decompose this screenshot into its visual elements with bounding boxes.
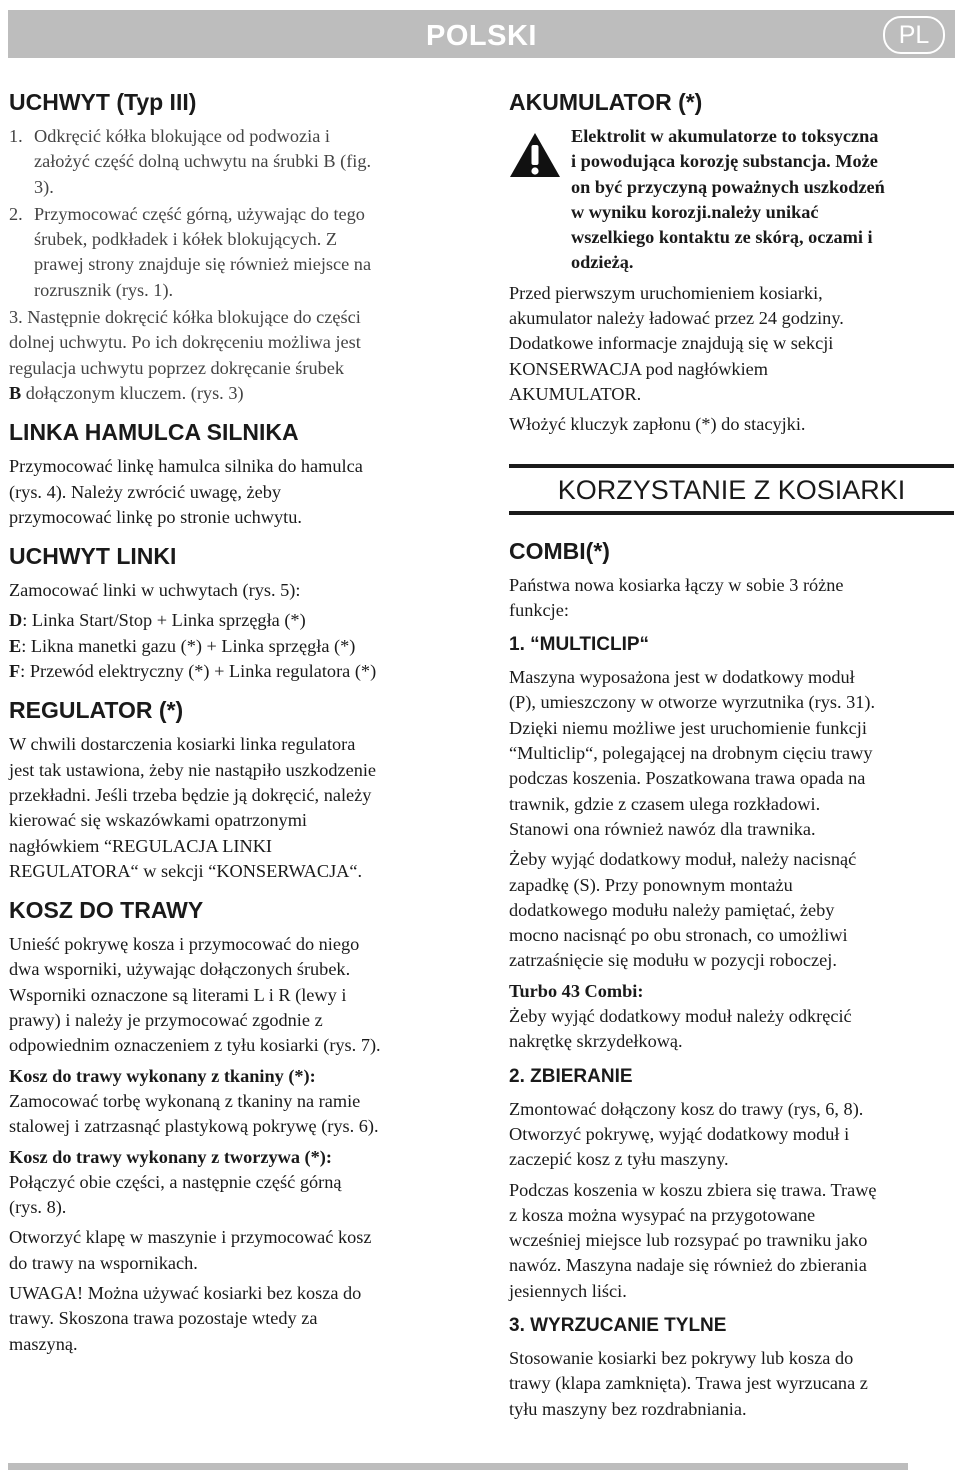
left-column xyxy=(9,86,457,1357)
text-line: (rys. 8). xyxy=(9,1197,67,1218)
heading-wyrzucanie: 3. WYRZUCANIE TYLNE xyxy=(509,1314,727,1336)
cable-key: E xyxy=(9,635,22,656)
text-line: wszelkiego kontaktu ze skórą, oczami i xyxy=(571,227,873,248)
text-line: on być przyczyną poważnych uszkodzeń xyxy=(571,176,885,197)
heading-multiclip: 1. “MULTICLIP“ xyxy=(509,634,650,656)
text-line: trawy (klapa zamknięta). Trawa jest wyrzucana z xyxy=(509,1373,868,1394)
paragraph-wyrzucanie xyxy=(509,1346,954,1422)
text-line: mocno nacisnąć po obu stronach, co umożliwi xyxy=(509,925,848,946)
paragraph-regulator xyxy=(9,732,457,884)
cable-text: : Przewód elektryczny (*) + Linka regulatora (*) xyxy=(20,661,377,682)
text-line: wcześniej miejsce lub rozsypać po trawniku jako xyxy=(509,1230,868,1251)
heading-akumulator: AKUMULATOR (*) xyxy=(509,89,703,115)
text-line: trawnik, gdzie z czasem ulega rozkładowi. xyxy=(509,793,821,814)
text-line: dwa wsporniki, używając dołączonych śrubek. xyxy=(9,959,351,980)
right-column xyxy=(509,86,954,1422)
text-line: Unieść pokrywę kosza i przymocować do niego xyxy=(9,934,360,955)
text-line: jesiennych liści. xyxy=(509,1280,627,1301)
paragraph-combi xyxy=(509,573,954,624)
paragraph-kosz-uwaga xyxy=(9,1281,457,1357)
text-line: kierować się wskazówkami opatrzonymi xyxy=(9,810,307,831)
text-line: Zmontować dołączony kosz do trawy (rys, 6, 8). xyxy=(509,1098,864,1119)
text-line: Wsporniki oznaczone są literami L i R (lewy i xyxy=(9,984,347,1005)
text-line: REGULATORA“ w sekcji “KONSERWACJA“. xyxy=(9,860,363,881)
cable-row xyxy=(9,608,457,633)
item-number: 3. xyxy=(9,307,23,328)
paragraph-zbieranie-2 xyxy=(509,1178,954,1304)
text-line: UWAGA! Można używać kosiarki bez kosza do xyxy=(9,1282,362,1303)
warning-icon xyxy=(509,124,571,276)
subheading: Kosz do trawy wykonany z tkaniny (*): xyxy=(9,1065,316,1086)
text-line: przymocować linkę po stronie uchwytu. xyxy=(9,506,302,527)
text-line: Odkręcić kółka blokujące od podwozia i xyxy=(34,126,330,146)
text-line: Zamocować linki w uchwytach (rys. 5): xyxy=(9,580,301,601)
text-line: nakrętkę skrzydełkową. xyxy=(509,1031,683,1052)
text-line: założyć część dolną uchwytu na śrubki B (fig. xyxy=(34,151,372,172)
text-line: prawy) i należy je przymocować zgodnie z xyxy=(9,1010,323,1031)
paragraph-kosz-klapa xyxy=(9,1225,457,1276)
text-line: 3). xyxy=(34,176,54,197)
text-line: prawej strony znajduje się również miejsce na xyxy=(34,254,372,275)
text-line: Stanowi ona również nawóz dla trawnika. xyxy=(509,818,816,839)
text-line: zapadkę (S). Przy ponownym montażu xyxy=(509,874,793,895)
text-line: trawy. Skoszona trawa pozostaje wtedy za xyxy=(9,1308,318,1329)
paragraph-linka xyxy=(9,454,457,530)
text-line: Zamocować torbę wykonaną z tkaniny na ramie xyxy=(9,1090,361,1111)
text-line: AKUMULATOR. xyxy=(509,383,642,404)
text-line: odpowiednim oznaczeniem z tyłu kosiarki (rys. 7). xyxy=(9,1035,381,1056)
paragraph-kluczyk: Włożyć kluczyk zapłonu (*) do stacyjki. xyxy=(509,414,806,435)
text-line: zatrzaśnięcie się modułu w pozycji roboczej. xyxy=(509,950,837,971)
text-line: stalowej i zatrzasnąć plastykową pokrywę (rys. 6). xyxy=(9,1116,379,1137)
paragraph-kosz xyxy=(9,932,457,1058)
text-line: Podczas koszenia w koszu zbiera się trawa. Trawę xyxy=(509,1179,877,1200)
text-line: akumulator należy ładować przez 24 godziny. xyxy=(509,308,844,329)
text-line: dodatkowego modułu należy pamiętać, żeby xyxy=(509,899,835,920)
list-item xyxy=(9,124,457,200)
warning-box xyxy=(509,124,954,276)
text-line: jest tak ustawiona, żeby nie nastąpiło uszkodzenie xyxy=(9,759,377,780)
heading-kosz: KOSZ DO TRAWY xyxy=(9,897,204,924)
text-line: Przymocować część górną, używając do tego xyxy=(34,203,365,224)
text-line: Państwa nowa kosiarka łączy w sobie 3 różne xyxy=(509,574,844,595)
header-bar xyxy=(8,10,955,58)
text-line: maszyną. xyxy=(9,1333,78,1354)
footer-bar xyxy=(8,1463,908,1470)
heading-linka: LINKA HAMULCA SILNIKA xyxy=(9,419,299,446)
text-line: i powodująca korozję substancja. Może xyxy=(571,151,878,172)
cable-text: : Likna manetki gazu (*) + Linka sprzęgła (*) xyxy=(21,635,356,656)
cable-text: : Linka Start/Stop + Linka sprzęgła (*) xyxy=(22,610,306,631)
paragraph-uchwyt-linki xyxy=(9,578,457,684)
section-title: KORZYSTANIE Z KOSIARKI xyxy=(557,474,906,505)
text-line: Maszyna wyposażona jest w dodatkowy moduł xyxy=(509,667,855,688)
paragraph-turbo xyxy=(509,979,954,1055)
text-line: rozrusznik (rys. 1). xyxy=(34,279,174,300)
text-line: w wyniku korozji.należy unikać xyxy=(571,201,819,222)
text-line: Dzięki niemu możliwe jest uruchomienie funkcji xyxy=(509,717,867,738)
paragraph-modul xyxy=(509,847,954,973)
text-line: odzieżą. xyxy=(571,252,634,273)
heading-combi: COMBI(*) xyxy=(509,537,610,564)
text-line: przekładni. Jeśli trzeba będzie ją dokręcić, należy xyxy=(9,784,372,805)
page-language-title: POLSKI xyxy=(426,20,537,52)
heading-uchwyt: UCHWYT (Typ III) xyxy=(9,89,197,115)
paragraph-multiclip xyxy=(509,665,954,842)
subheading: Turbo 43 Combi: xyxy=(509,980,644,1001)
cable-row xyxy=(9,634,457,659)
text-line: (P), umieszczony w otworze wyrzutnika (rys. 31). xyxy=(509,692,876,713)
text-line: Otworzyć klapę w maszynie i przymocować kosz xyxy=(9,1227,372,1248)
text-line: Przed pierwszym uruchomieniem kosiarki, xyxy=(509,282,823,303)
text-line: podczas koszenia. Poszatkowana trawa opada na xyxy=(509,768,866,789)
text-line: Stosowanie kosiarki bez pokrywy lub kosza do xyxy=(509,1347,854,1368)
text-line: “Multiclip“, polegającej na drobnym cięciu trawy xyxy=(509,743,873,764)
subheading: Kosz do trawy wykonany z tworzywa (*): xyxy=(9,1146,332,1167)
item-number: 1. xyxy=(9,126,23,146)
text-line: Dodatkowe informacje znajdują się w sekcji xyxy=(509,333,834,354)
screw-letter: B xyxy=(9,382,22,403)
text-line: (rys. 4). Należy zwrócić uwagę, żeby xyxy=(9,481,282,502)
text-line: tyłu maszyny bez rozdrabniania. xyxy=(509,1398,747,1419)
text-line: dolnej uchwytu. Po ich dokręceniu możliwa jest xyxy=(9,332,361,353)
cable-key: F xyxy=(9,661,21,682)
text-line: W chwili dostarczenia kosiarki linka regulatora xyxy=(9,734,356,755)
paragraph-zbieranie xyxy=(509,1097,954,1173)
text-line: dołączonym kluczem. (rys. 3) xyxy=(21,382,244,403)
list-item-3 xyxy=(9,305,457,406)
heading-regulator: REGULATOR (*) xyxy=(9,697,184,724)
text-line: z kosza można wysypać na przygotowane xyxy=(509,1204,816,1225)
text-line: śrubek, podkładek i kółek blokujących. Z xyxy=(34,229,338,250)
paragraph-kosz-tkanina xyxy=(9,1064,457,1140)
heading-zbieranie: 2. ZBIERANIE xyxy=(509,1065,633,1087)
cable-row xyxy=(9,659,457,684)
list-item xyxy=(9,202,457,303)
text-line: KONSERWACJA pod nagłówkiem xyxy=(509,358,768,379)
text-line: Przymocować linkę hamulca silnika do hamulca xyxy=(9,456,363,477)
text-line: zaczepić kosz z tyłu maszyny. xyxy=(509,1149,729,1170)
warning-text xyxy=(571,124,885,276)
paragraph-akumulator xyxy=(509,281,954,407)
language-badge: PL xyxy=(883,16,945,54)
text-line: nawóz. Maszyna nadaje się również do zbierania xyxy=(509,1255,867,1276)
section-title-box xyxy=(509,464,954,515)
cable-key: D xyxy=(9,610,23,631)
text-line: Następnie dokręcić kółka blokujące do części xyxy=(27,307,361,328)
text-line: Żeby wyjąć dodatkowy moduł należy odkręcić xyxy=(509,1006,852,1027)
text-line: regulacja uchwytu poprzez dokręcanie śrubek xyxy=(9,357,344,378)
text-line: nagłówkiem “REGULACJA LINKI xyxy=(9,835,273,856)
text-line: Elektrolit w akumulatorze to toksyczna xyxy=(571,126,879,146)
heading-uchwyt-linki: UCHWYT LINKI xyxy=(9,543,177,570)
paragraph-kosz-tworzywo xyxy=(9,1145,457,1221)
text-line: Żeby wyjąć dodatkowy moduł, należy nacisnąć xyxy=(509,849,857,870)
text-line: do trawy na wspornikach. xyxy=(9,1252,198,1273)
item-number: 2. xyxy=(9,203,23,224)
text-line: funkcje: xyxy=(509,599,569,620)
text-line: Otworzyć pokrywę, wyjąć dodatkowy moduł i xyxy=(509,1123,850,1144)
text-line: Połączyć obie części, a następnie część górną xyxy=(9,1171,342,1192)
